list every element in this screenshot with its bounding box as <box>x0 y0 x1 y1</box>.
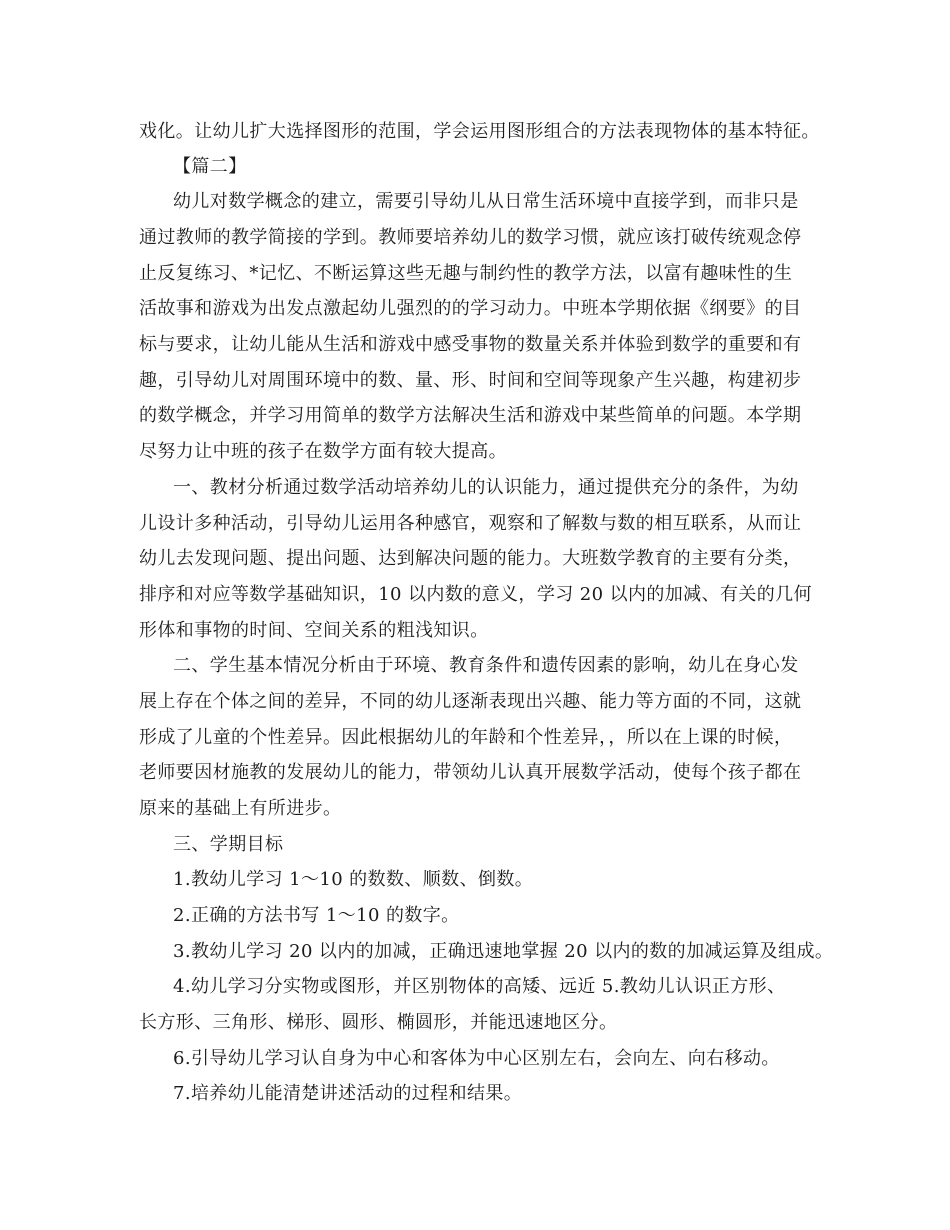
goal-item-2: 2.正确的方法书写 1～10 的数字。 <box>173 905 460 926</box>
goal-item-6: 6.引导幼儿学习认自身为中心和客体为中心区别左右，会向左、向右移动。 <box>173 1048 780 1069</box>
goal-item-4-cont: 长方形、三角形、梯形、圆形、椭圆形，并能迅速地区分。 <box>139 1012 618 1033</box>
goal-item-3: 3.教幼儿学习 20 以内的加减，正确迅速地掌握 20 以内的数的加减运算及组成。 <box>173 941 834 962</box>
goal-item-7: 7.培养幼儿能清楚讲述活动的过程和结果。 <box>173 1083 523 1104</box>
goal-item-4: 4.幼儿学习分实物或图形，并区别物体的高矮、远近 5.教幼儿认识正方形、 <box>173 976 786 997</box>
text-line-20: 原来的基础上有所进步。 <box>139 798 342 819</box>
text-line-16: 二、学生基本情况分析由于环境、教育条件和遗传因素的影响，幼儿在身心发 <box>173 655 799 676</box>
text-line-9: 的数学概念，并学习用简单的数学方法解决生活和游戏中某些简单的问题。本学期 <box>139 405 802 426</box>
text-line-14: 排序和对应等数学基础知识，10 以内数的意义，学习 20 以内的加减、有关的几何 <box>139 584 812 605</box>
text-line-12: 儿设计多种活动，引导幼儿运用各种感官，观察和了解数与数的相互联系，从而让 <box>139 513 802 534</box>
subheading-goals: 三、学期目标 <box>173 834 284 855</box>
goal-item-1: 1.教幼儿学习 1～10 的数数、顺数、倒数。 <box>173 869 534 890</box>
text-line-19: 老师要因材施教的发展幼儿的能力，带领幼儿认真开展数学活动，使每个孩子都在 <box>139 762 802 783</box>
text-line-5: 止反复练习、*记忆、不断运算这些无趣与制约性的教学方法，以富有趣味性的生 <box>139 263 793 284</box>
text-line-6: 活故事和游戏为出发点激起幼儿强烈的的学习动力。中班本学期依据《纲要》的目 <box>139 298 802 319</box>
text-line-8: 趣，引导幼儿对周围环境中的数、量、形、时间和空间等现象产生兴趣，构建初步 <box>139 370 802 391</box>
text-line-4: 通过教师的教学简接的学到。教师要培养幼儿的数学习惯，就应该打破传统观念停 <box>139 227 802 248</box>
text-line-13: 幼儿去发现问题、提出问题、达到解决问题的能力。大班数学教育的主要有分类， <box>139 548 802 569</box>
text-line-18: 形成了儿童的个性差异。因此根据幼儿的年龄和个性差异，，所以在上课的时候， <box>139 727 793 748</box>
text-line-11: 一、教材分析通过数学活动培养幼儿的认识能力，通过提供充分的条件，为幼 <box>173 477 799 498</box>
text-line-1: 戏化。让幼儿扩大选择图形的范围，学会运用图形组合的方法表现物体的基本特征。 <box>139 121 820 142</box>
text-line-15: 形体和事物的时间、空间关系的粗浅知识。 <box>139 620 489 641</box>
text-line-7: 标与要求，让幼儿能从生活和游戏中感受事物的数量关系并体验到数学的重要和有 <box>139 334 802 355</box>
text-line-17: 展上存在个体之间的差异，不同的幼儿逐渐表现出兴趣、能力等方面的不同，这就 <box>139 691 802 712</box>
text-line-10: 尽努力让中班的孩子在数学方面有较大提高。 <box>139 441 507 462</box>
text-line-3: 幼儿对数学概念的建立，需要引导幼儿从日常生活环境中直接学到，而非只是 <box>173 191 799 212</box>
section-heading: 【篇二】 <box>173 156 247 177</box>
